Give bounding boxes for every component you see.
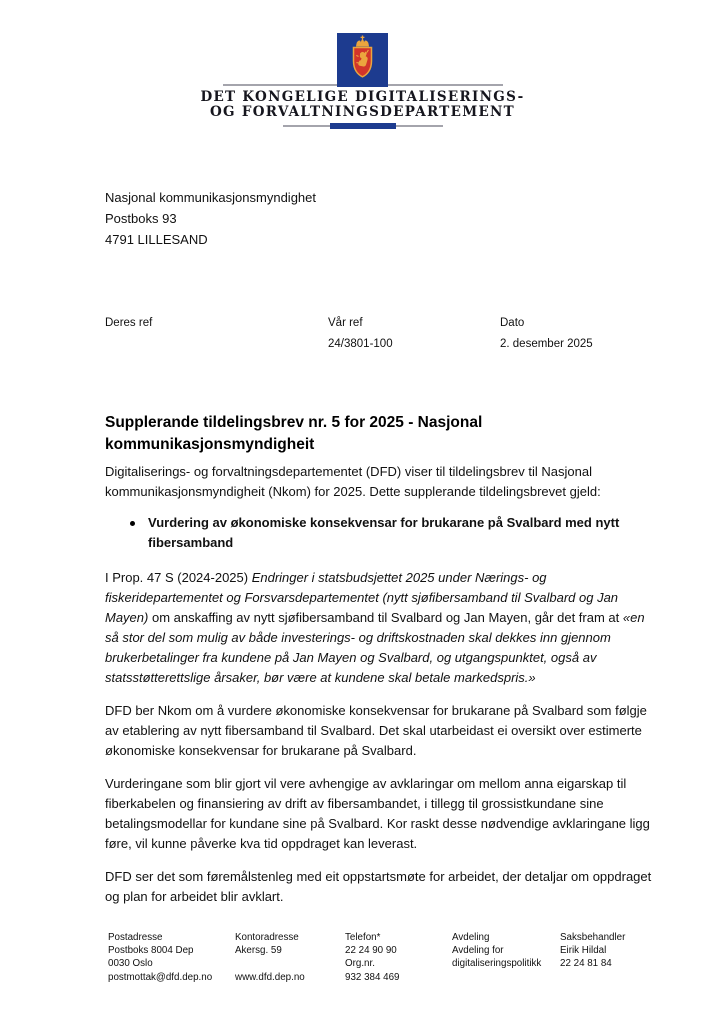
paragraph-vurderingar: Vurderingane som blir gjort vil vere avhengige av avklaringar om mellom anna eigarskap til fiberkabelen og finansiering av drift av fibersambandet, i tillegg til grossistkundane sine betalingsmodellar for kundane sine på Svalbard. Kor raskt desse nødvendige avklaringane ligg føre, vil kunne påverke kva tid oppdraget kan leverast. <box>105 776 650 851</box>
footer-email: postmottak@dfd.dep.no <box>108 971 213 983</box>
letterhead-blue-segment <box>330 123 396 129</box>
footer-line: Akersg. 59 <box>235 945 282 957</box>
department-name <box>0 90 725 120</box>
paragraph-prop-quote: «en så stor del som mulig av både investerings- og driftskostnaden skal dekkes inn gjennom brukerbetalinger fra kundene på Jan Mayen og Svalbard, og utgangspunktet, også av statsstøtterettslige årsaker, bør være at kundene skal betale markedspris.» <box>105 610 645 685</box>
department-name-line2: OG FORVALTNINGSDEPARTEMENT <box>209 104 516 120</box>
footer-line: Org.nr. <box>345 958 375 970</box>
recipient-line: 4791 LILLESAND <box>105 232 208 247</box>
paragraph-intro: Digitaliserings- og forvaltningsdepartementet (DFD) viser til tildelingsbrev til Nasjonal kommunikasjonsmyndigheit (Nkom) for 2025. Dette supplerande tildelingsbrevet gjeld: <box>105 464 601 499</box>
footer-line: Saksbehandler <box>560 932 626 943</box>
footer-line: 0030 Oslo <box>108 958 153 970</box>
footer-line <box>235 957 345 970</box>
deres-ref-field <box>105 317 328 351</box>
footer-kontoradresse <box>235 931 345 984</box>
paragraph-prop-text: I Prop. 47 S (2024-2025) <box>105 570 252 585</box>
crest-row <box>0 33 725 87</box>
footer-line: Avdeling <box>452 932 490 943</box>
paragraph-oppdrag: DFD ber Nkom om å vurdere økonomiske konsekvensar for brukarane på Svalbard som følgje av etablering av nytt fibersamband til Svalbard. Det skal utarbeidast ei oversikt over estimerte økonomiske konsekvensar for brukarane på Svalbard. <box>105 703 647 758</box>
footer-website: www.dfd.dep.no <box>235 971 305 983</box>
letterhead <box>0 0 725 129</box>
norwegian-coat-of-arms-icon <box>337 33 388 87</box>
footer-telefon <box>345 931 452 984</box>
recipient-address <box>105 187 657 250</box>
footer-line <box>560 971 705 984</box>
footer-line: 22 24 81 84 <box>560 958 612 970</box>
reference-row <box>105 317 657 351</box>
footer-line: Eirik Hildal <box>560 945 607 957</box>
recipient-line: Nasjonal kommunikasjonsmyndighet <box>105 190 316 205</box>
paragraph-prop <box>105 568 657 688</box>
bullet-text: Vurdering av økonomiske konsekvensar for brukarane på Svalbard med nytt fibersamband <box>148 515 620 550</box>
deres-ref-label: Deres ref <box>105 317 153 329</box>
dato-value: 2. desember 2025 <box>500 338 593 350</box>
footer-avdeling <box>452 931 560 984</box>
deres-ref-value <box>105 338 328 351</box>
var-ref-label: Vår ref <box>328 317 363 329</box>
footer-line: Postadresse <box>108 932 163 943</box>
var-ref-value: 24/3801-100 <box>328 338 393 350</box>
letter-title: Supplerande tildelingsbrev nr. 5 for 2025 - Nasjonal kommunikasjonsmyndigheit <box>105 414 483 453</box>
bullet-icon <box>130 521 135 526</box>
footer-saksbehandler <box>560 931 705 984</box>
footer-line: Avdeling for <box>452 945 504 957</box>
footer-line: digitaliseringspolitikk <box>452 958 542 970</box>
footer-line: Kontoradresse <box>235 932 299 943</box>
paragraph-prop-text: om anskaffing av nytt sjøfibersamband til Svalbard og Jan Mayen, går det fram at <box>148 610 623 625</box>
dato-label: Dato <box>500 317 525 329</box>
footer <box>108 931 705 984</box>
footer-line: 932 384 469 <box>345 971 400 983</box>
paragraph-oppstartsmote: DFD ser det som føremålstenleg med eit oppstartsmøte for arbeidet, der detaljar om oppdraget og plan for arbeidet blir avklart. <box>105 869 652 904</box>
var-ref-field <box>328 317 500 351</box>
footer-line: Postboks 8004 Dep <box>108 945 194 957</box>
footer-postadresse <box>108 931 235 984</box>
letterhead-bottom-rule <box>283 123 443 129</box>
bullet-item <box>105 513 657 553</box>
footer-line: 22 24 90 90 <box>345 945 397 957</box>
department-name-line1: DET KONGELIGE DIGITALISERINGS- <box>200 89 525 105</box>
recipient-line: Postboks 93 <box>105 211 177 226</box>
dato-field <box>500 317 593 351</box>
paragraph-prop-italic-title: Endringer i statsbudsjettet 2025 under Nærings- og fiskeridepartementet og Forsvarsdepartementet (nytt sjøfibersamband til Svalbard og Jan Mayen) <box>105 570 619 625</box>
footer-line: Telefon* <box>345 932 381 943</box>
footer-line <box>452 971 560 984</box>
